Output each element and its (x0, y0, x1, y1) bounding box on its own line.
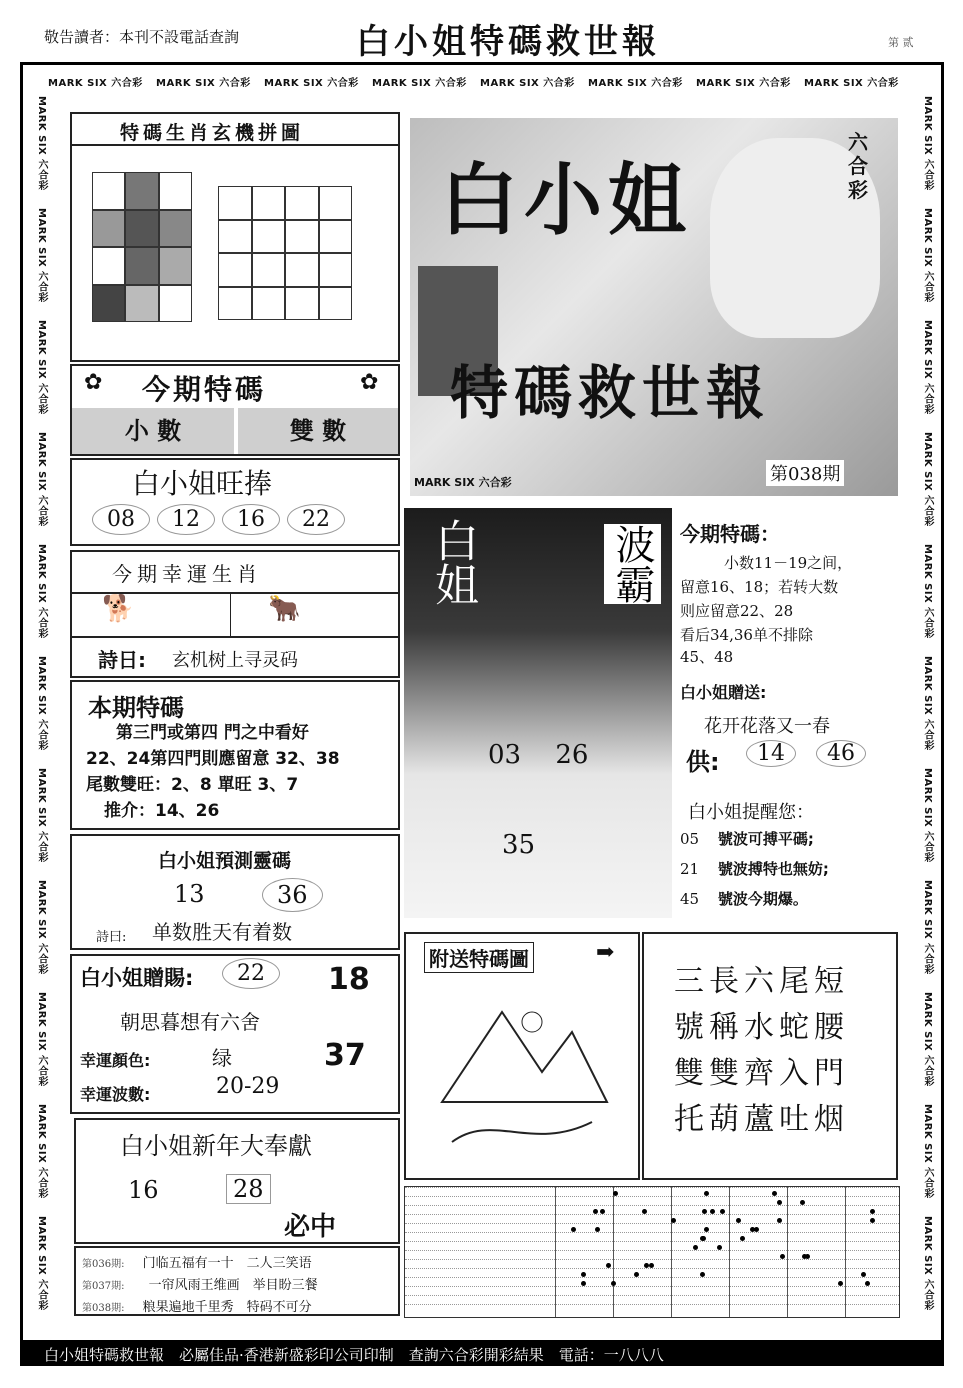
stats-dot (777, 1218, 782, 1223)
special-small: 小 數 (72, 408, 234, 454)
stats-gridline (405, 1259, 899, 1260)
tips-title: 今期特碼： (680, 522, 780, 546)
ribbon-mark: MARK SIX 六合彩 (36, 432, 47, 527)
ox-icon: 🐂 (268, 594, 301, 624)
number-ball: 16 (222, 504, 280, 535)
wave-photo-bottom-number: 35 (502, 830, 536, 860)
predict-poem-label: 詩曰: (96, 930, 127, 945)
stats-dot (865, 1281, 870, 1286)
stats-dot (704, 1191, 709, 1196)
ribbon-mark: MARK SIX 六合彩 (922, 320, 933, 415)
puzzle-divider (72, 144, 398, 146)
color-label: 幸運顏色: (80, 1051, 151, 1070)
puzzle-panel (70, 112, 400, 362)
wangbang-panel (70, 458, 400, 546)
stats-dot (571, 1227, 576, 1232)
stats-dot (700, 1236, 705, 1241)
newyear-num-2: 28 (226, 1174, 271, 1204)
wave-number: 03 (488, 740, 522, 770)
puzzle-left-grid (92, 172, 192, 322)
history-text: 一帘风雨王维画 举目盼三餐 (148, 1278, 318, 1293)
stats-divider (845, 1187, 846, 1317)
ribbon-mark: MARK SIX 六合彩 (36, 320, 47, 415)
stats-gridline (405, 1223, 899, 1224)
predict-panel (70, 834, 400, 950)
predict-num-2: 36 (262, 878, 323, 912)
banner-title-bottom: 特碼救世報 (450, 359, 771, 427)
reminder-num: 05 (680, 830, 700, 848)
ribbon-mark: MARK SIX 六合彩 (922, 768, 933, 863)
wave-photo-right-chars: 波霸 (604, 524, 661, 604)
gift-poem: 朝思暮想有六舍 (120, 1010, 260, 1034)
wangbang-numbers (92, 504, 345, 535)
mountain-drawing (432, 992, 612, 1152)
tips-panel (676, 508, 898, 780)
benqi-line1: 第三門或第四 門之中看好 (116, 723, 309, 743)
puzzle-right-grid (218, 186, 352, 320)
footer-bar (20, 1340, 944, 1366)
stats-divider (671, 1187, 672, 1317)
riddle-line: 號稱水蛇腰 (674, 1010, 849, 1045)
benqi-line4: 推介：14、26 (104, 801, 220, 821)
stats-gridline (405, 1214, 899, 1215)
special-double: 雙 數 (238, 408, 398, 454)
ribbon-mark: MARK SIX 六合彩 (264, 78, 359, 89)
number-ball: 12 (157, 504, 215, 535)
ribbon-mark: MARK SIX 六合彩 (48, 78, 143, 89)
reminder-row (680, 828, 814, 849)
reminder-num: 21 (680, 860, 700, 878)
ribbon-mark: MARK SIX 六合彩 (36, 992, 47, 1087)
ribbon-mark: MARK SIX 六合彩 (922, 992, 933, 1087)
ribbon-mark: MARK SIX 六合彩 (588, 78, 683, 89)
gift-num-2: 18 (328, 962, 370, 997)
puzzle-title: 特碼生肖玄機拼圖 (120, 122, 305, 144)
banner (410, 118, 898, 496)
benqi-line3: 尾數雙旺：2、8 單旺 3、7 (86, 775, 299, 795)
stats-dot (740, 1236, 745, 1241)
reminder-text: 號波搏特也無妨; (717, 860, 829, 878)
stats-chart (404, 1186, 900, 1318)
gift-title: 白小姐贈賜: (80, 966, 194, 990)
benqi-title: 本期特碼 (88, 694, 184, 722)
gift-num-1: 22 (222, 958, 280, 989)
dog-icon: 🐕 (102, 594, 135, 624)
number-ball: 22 (287, 504, 345, 535)
banner-badge: 六合彩 (848, 130, 868, 202)
wave-photo (404, 508, 672, 918)
reminder-num: 45 (680, 890, 700, 908)
stats-dot (754, 1227, 759, 1232)
ribbon-mark: MARK SIX 六合彩 (36, 656, 47, 751)
fusong-panel (404, 932, 640, 1180)
tips-gong-label: 供: (686, 748, 720, 776)
ribbon-mark: MARK SIX 六合彩 (696, 78, 791, 89)
reminder-title: 白小姐提醒您： (688, 802, 814, 823)
history-row (82, 1274, 318, 1293)
stats-gridline (405, 1241, 899, 1242)
stats-gridline (405, 1295, 899, 1296)
ribbon-mark: MARK SIX 六合彩 (922, 544, 933, 639)
wave-label: 幸運波數: (80, 1085, 151, 1104)
riddle-panel (642, 932, 898, 1180)
tips-gong-2: 46 (816, 740, 866, 767)
page-mark: 第 贰 (888, 36, 914, 49)
ribbon-mark: MARK SIX 六合彩 (36, 208, 47, 303)
history-issue: 第038期: (82, 1303, 125, 1314)
fusong-title: 附送特碼圖 (424, 942, 534, 973)
ribbon-mark: MARK SIX 六合彩 (922, 208, 933, 303)
reminder-panel (676, 794, 898, 918)
gift-panel (70, 954, 400, 1114)
tips-gift-poem: 花开花落又一春 (704, 716, 830, 737)
stats-dot (704, 1227, 709, 1232)
history-issue: 第036期: (82, 1259, 125, 1270)
predict-title: 白小姐預測靈碼 (158, 850, 292, 872)
ribbon-mark: MARK SIX 六合彩 (922, 1216, 933, 1311)
ribbon-mark: MARK SIX 六合彩 (922, 1104, 933, 1199)
stats-dot (581, 1272, 586, 1277)
benqi-panel (70, 680, 400, 830)
ribbon-mark: MARK SIX 六合彩 (922, 656, 933, 751)
special-panel (70, 364, 400, 456)
wangbang-title: 白小姐旺捧 (132, 467, 273, 500)
stats-gridline (405, 1268, 899, 1269)
stats-dot (634, 1272, 639, 1277)
newyear-title: 白小姐新年大奉獻 (120, 1132, 312, 1160)
stats-gridline (405, 1250, 899, 1251)
ribbon-mark: MARK SIX 六合彩 (372, 78, 467, 89)
history-text: 门临五福有一十 二人三笑语 (142, 1256, 312, 1271)
reminder-text: 號波今期爆。 (717, 890, 808, 908)
ribbon-mark: MARK SIX 六合彩 (36, 1216, 47, 1311)
stats-dot (700, 1272, 705, 1277)
ribbon-mark: MARK SIX 六合彩 (922, 432, 933, 527)
stats-divider (613, 1187, 614, 1317)
header-title: 白小姐特碼救世報 (356, 22, 660, 62)
history-text: 粮果遍地千里秀 特码不可分 (142, 1300, 312, 1315)
stats-dot (861, 1272, 866, 1277)
gift-num-3: 37 (324, 1038, 366, 1073)
lucky-title: 今期幸運生肖 (112, 562, 262, 586)
reminder-row (680, 858, 829, 879)
ribbon-mark: MARK SIX 六合彩 (922, 880, 933, 975)
stats-divider (555, 1187, 556, 1317)
ribbon-mark: MARK SIX 六合彩 (804, 78, 899, 89)
stats-gridline (405, 1232, 899, 1233)
ribbon-mark: MARK SIX 六合彩 (36, 96, 47, 191)
tips-line4: 看后34,36单不排除 (680, 626, 813, 644)
special-title: 今期特碼 (142, 373, 267, 406)
ribbon-mark: MARK SIX 六合彩 (156, 78, 251, 89)
predict-num-1: 13 (174, 880, 205, 908)
lucky-divider (72, 636, 398, 638)
banner-title-top: 白小姐 (440, 155, 693, 246)
history-panel (74, 1246, 400, 1316)
stats-gridline (405, 1196, 899, 1197)
bizhong-badge: 必中 (284, 1212, 337, 1242)
stats-dot (777, 1200, 782, 1205)
ribbon-mark: MARK SIX 六合彩 (922, 96, 933, 191)
number-ball: 08 (92, 504, 150, 535)
stats-dot (780, 1254, 785, 1259)
banner-brand: MARK SIX 六合彩 (414, 476, 512, 489)
color-value: 绿 (212, 1046, 232, 1070)
riddle-line: 三長六尾短 (674, 964, 849, 999)
tips-gift-title: 白小姐贈送: (680, 683, 767, 702)
poem-text: 玄机树上寻灵码 (172, 650, 298, 671)
stats-dot (772, 1191, 777, 1196)
tips-line2: 留意16、18；若转大数 (680, 578, 839, 596)
newyear-num-1: 16 (128, 1176, 159, 1204)
newyear-panel (74, 1118, 400, 1244)
riddle-line: 雙雙齊入門 (674, 1056, 849, 1091)
lucky-panel (70, 550, 400, 678)
flower-icon: ✿ (84, 370, 103, 395)
footer-text: 白小姐特碼救世報 必屬佳品·香港新盛彩印公司印制 查詢六合彩開彩結果 電話：一八八八 (44, 1346, 664, 1364)
history-row (82, 1252, 312, 1271)
ribbon-mark: MARK SIX 六合彩 (36, 768, 47, 863)
stats-dot (802, 1254, 807, 1259)
reminder-row (680, 888, 808, 909)
poem-label: 詩日: (98, 648, 146, 672)
benqi-line2: 22、24第四門則應留意 32、38 (86, 749, 340, 769)
stats-divider (729, 1187, 730, 1317)
stats-dot (606, 1263, 611, 1268)
flower-icon: ✿ (360, 370, 379, 395)
ribbon-mark: MARK SIX 六合彩 (36, 544, 47, 639)
stats-gridline (405, 1205, 899, 1206)
banner-issue: 第038期 (766, 460, 844, 486)
wave-number: 26 (555, 740, 589, 770)
ribbon-mark: MARK SIX 六合彩 (36, 1104, 47, 1199)
predict-poem: 单数胜天有着数 (152, 920, 292, 944)
tips-gong-1: 14 (746, 740, 796, 767)
left-ribbon (30, 96, 52, 1336)
stats-gridline (405, 1304, 899, 1305)
ribbon-mark: MARK SIX 六合彩 (36, 880, 47, 975)
stats-dot (600, 1209, 605, 1214)
header-notice: 敬告讀者：本刊不設電話查詢 (44, 28, 240, 46)
lucky-split (230, 592, 231, 636)
stats-dot (717, 1245, 722, 1250)
wave-value: 20-29 (216, 1074, 280, 1099)
tips-line3: 则应留意22、28 (680, 602, 794, 620)
stats-gridline (405, 1187, 899, 1188)
wave-photo-numbers (488, 740, 588, 770)
ribbon-mark: MARK SIX 六合彩 (480, 78, 575, 89)
wave-photo-left-chars: 白姐 (427, 518, 478, 606)
tips-line5: 45、48 (680, 648, 734, 666)
stats-dot (720, 1209, 725, 1214)
history-issue: 第037期: (82, 1281, 125, 1292)
arrow-right-icon: ➡ (596, 940, 615, 965)
right-ribbon (916, 96, 938, 1336)
stats-dot (595, 1227, 600, 1232)
stats-dot (649, 1263, 654, 1268)
stats-gridline (405, 1277, 899, 1278)
tips-line1: 小数11－19之间， (724, 554, 853, 572)
stats-divider (787, 1187, 788, 1317)
stats-gridline (405, 1286, 899, 1287)
top-ribbon (48, 74, 908, 92)
stats-dot (736, 1218, 741, 1223)
reminder-text: 號波可搏平碼; (717, 830, 814, 848)
history-row (82, 1296, 312, 1315)
riddle-line: 托葫蘆吐烟 (674, 1102, 849, 1137)
